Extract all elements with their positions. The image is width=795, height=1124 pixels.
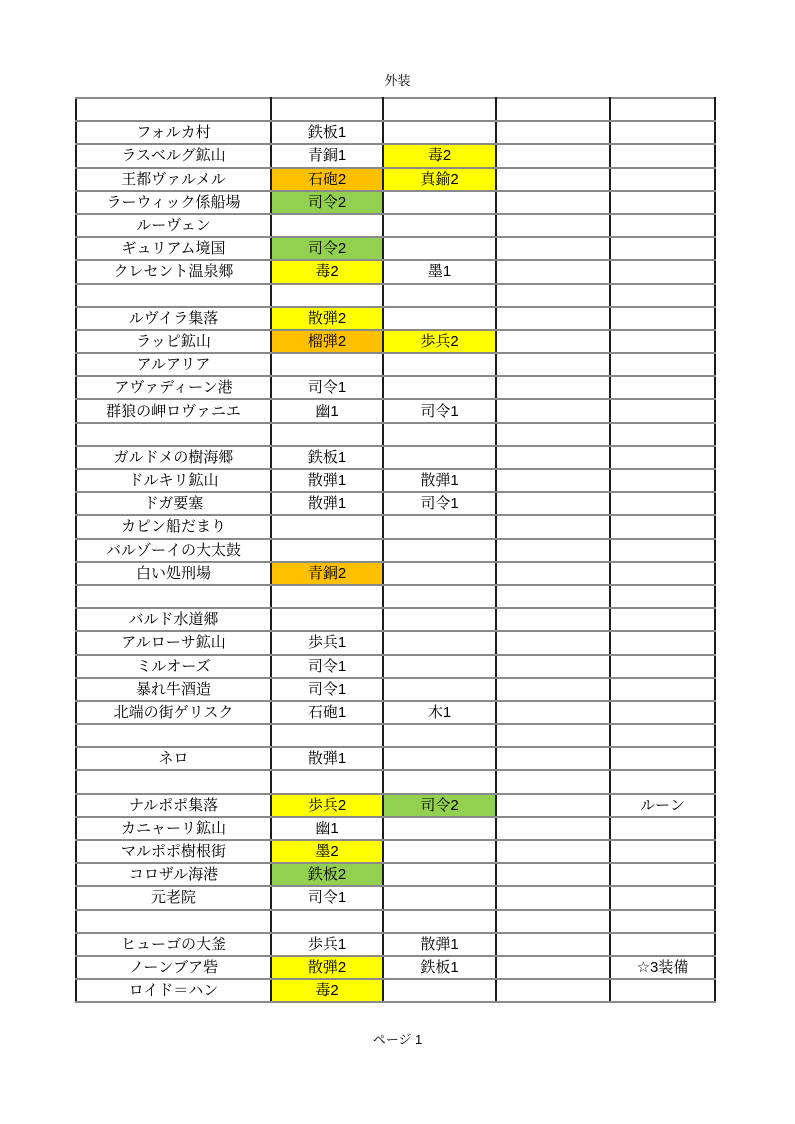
table-cell	[610, 144, 715, 167]
table-row	[76, 747, 715, 770]
table-cell: 散弾1	[271, 747, 383, 770]
table-row	[76, 794, 715, 817]
table-cell: 歩兵2	[383, 330, 496, 353]
table-cell	[496, 979, 610, 1002]
table-cell: 幽1	[271, 399, 383, 422]
table-cell: 歩兵1	[271, 631, 383, 654]
table-cell: 北端の街ゲリスク	[76, 701, 271, 724]
table-row	[76, 446, 715, 469]
table-row	[76, 840, 715, 863]
table-row	[76, 191, 715, 214]
table-cell	[496, 376, 610, 399]
table-cell: 鉄板1	[271, 121, 383, 144]
table-cell: ルーン	[610, 794, 715, 817]
table-cell	[496, 817, 610, 840]
table-cell	[383, 562, 496, 585]
table-cell	[496, 399, 610, 422]
table-cell	[610, 933, 715, 956]
table-cell: マルポポ樹根街	[76, 840, 271, 863]
table-cell	[76, 770, 271, 793]
table-cell: アルローサ鉱山	[76, 631, 271, 654]
table-cell: 散弾2	[271, 307, 383, 330]
table-cell	[496, 330, 610, 353]
table-cell: 散弾1	[271, 492, 383, 515]
table-cell	[383, 284, 496, 307]
table-cell	[271, 284, 383, 307]
table-cell: ロイド＝ハン	[76, 979, 271, 1002]
table-row	[76, 469, 715, 492]
table-row	[76, 701, 715, 724]
table-row	[76, 863, 715, 886]
table-cell	[496, 863, 610, 886]
table-cell: 王都ヴァルメル	[76, 168, 271, 191]
table-cell	[383, 886, 496, 909]
table-cell: ☆3装備	[610, 956, 715, 979]
table-cell	[610, 701, 715, 724]
table-cell	[76, 98, 271, 121]
table-cell	[383, 237, 496, 260]
table-cell	[271, 98, 383, 121]
table-row	[76, 353, 715, 376]
table-cell	[496, 307, 610, 330]
table-cell	[496, 886, 610, 909]
table-cell	[610, 910, 715, 933]
table-cell: 真鍮2	[383, 168, 496, 191]
table-row	[76, 678, 715, 701]
table-cell	[383, 446, 496, 469]
table-cell	[610, 446, 715, 469]
table-cell	[383, 121, 496, 144]
table-cell	[496, 747, 610, 770]
table-cell: 毒2	[383, 144, 496, 167]
table-cell: 墨1	[383, 260, 496, 283]
table-cell: ドルキリ鉱山	[76, 469, 271, 492]
table-cell	[271, 353, 383, 376]
table-cell	[496, 770, 610, 793]
table-cell: 暴れ牛酒造	[76, 678, 271, 701]
table-cell	[496, 910, 610, 933]
page-footer: ページ 1	[372, 1032, 423, 1047]
table-cell	[496, 515, 610, 538]
table-cell	[610, 492, 715, 515]
table-cell	[496, 446, 610, 469]
table-cell: ミルオーズ	[76, 655, 271, 678]
table-cell	[383, 608, 496, 631]
table-cell	[496, 655, 610, 678]
table-cell	[383, 724, 496, 747]
table-cell	[610, 399, 715, 422]
table-row	[76, 260, 715, 283]
table-row	[76, 307, 715, 330]
table-cell	[610, 539, 715, 562]
table-row	[76, 330, 715, 353]
table-cell	[610, 817, 715, 840]
table-cell	[271, 585, 383, 608]
table-cell: 白い処刑場	[76, 562, 271, 585]
table-cell	[383, 840, 496, 863]
table-row	[76, 817, 715, 840]
table-cell	[610, 423, 715, 446]
table-cell: 元老院	[76, 886, 271, 909]
table-cell	[76, 284, 271, 307]
table-cell	[610, 214, 715, 237]
table-cell	[610, 330, 715, 353]
table-cell: ラッピ鉱山	[76, 330, 271, 353]
table-cell	[496, 933, 610, 956]
table-cell	[496, 121, 610, 144]
table-cell: 司令1	[383, 399, 496, 422]
table-cell: ネロ	[76, 747, 271, 770]
table-cell: 司令1	[271, 678, 383, 701]
table-cell: ルーヴェン	[76, 214, 271, 237]
table-cell	[496, 492, 610, 515]
table-cell: クレセント温泉郷	[76, 260, 271, 283]
table-row	[76, 608, 715, 631]
table-row	[76, 655, 715, 678]
table-cell	[496, 539, 610, 562]
table-cell: ドガ要塞	[76, 492, 271, 515]
table-cell: ギュリアム境国	[76, 237, 271, 260]
table-cell	[383, 770, 496, 793]
table-row	[76, 284, 715, 307]
table-row	[76, 423, 715, 446]
table-cell	[271, 910, 383, 933]
table-cell: 歩兵1	[271, 933, 383, 956]
table-cell: 鉄板1	[271, 446, 383, 469]
table-cell	[383, 678, 496, 701]
table-cell	[496, 214, 610, 237]
table-cell	[383, 631, 496, 654]
table-cell	[610, 678, 715, 701]
sheet-table	[75, 97, 716, 1003]
table-cell: カピン船だまり	[76, 515, 271, 538]
table-cell	[496, 260, 610, 283]
table-cell: ルヴイラ集落	[76, 307, 271, 330]
table-cell	[496, 353, 610, 376]
table-cell	[610, 562, 715, 585]
table-cell	[610, 353, 715, 376]
table-cell: バルゾーイの大太鼓	[76, 539, 271, 562]
table-cell	[610, 886, 715, 909]
table-row	[76, 631, 715, 654]
table-cell: 青銅1	[271, 144, 383, 167]
table-row	[76, 214, 715, 237]
table-row	[76, 933, 715, 956]
table-cell	[496, 608, 610, 631]
table-cell	[383, 979, 496, 1002]
table-cell: ガルドメの樹海郷	[76, 446, 271, 469]
table-cell	[496, 98, 610, 121]
table-cell	[383, 910, 496, 933]
table-cell	[383, 307, 496, 330]
table-row	[76, 121, 715, 144]
table-row	[76, 979, 715, 1002]
table-cell	[496, 794, 610, 817]
table-cell	[76, 585, 271, 608]
table-cell: ラスベルグ鉱山	[76, 144, 271, 167]
table-cell	[383, 747, 496, 770]
table-cell	[383, 863, 496, 886]
table-cell	[383, 214, 496, 237]
table-cell	[610, 168, 715, 191]
table-cell: 司令1	[271, 655, 383, 678]
table-row	[76, 399, 715, 422]
table-cell	[610, 863, 715, 886]
table-cell: 散弾1	[383, 469, 496, 492]
table-cell: ヒューゴの大釜	[76, 933, 271, 956]
table-cell	[496, 423, 610, 446]
table-cell: 司令2	[383, 794, 496, 817]
table-cell: カニャーリ鉱山	[76, 817, 271, 840]
table-cell	[271, 539, 383, 562]
table-cell	[496, 678, 610, 701]
table-cell: 石砲1	[271, 701, 383, 724]
table-cell	[610, 98, 715, 121]
table-cell: 散弾1	[383, 933, 496, 956]
table-cell	[383, 423, 496, 446]
table-cell	[383, 98, 496, 121]
table-cell	[610, 307, 715, 330]
table-cell	[496, 585, 610, 608]
table-row	[76, 770, 715, 793]
table-cell: 毒2	[271, 979, 383, 1002]
table-cell	[383, 515, 496, 538]
table-row	[76, 376, 715, 399]
table-cell: 散弾1	[271, 469, 383, 492]
table-cell: バルド水道郷	[76, 608, 271, 631]
table-cell	[271, 423, 383, 446]
table-cell	[383, 585, 496, 608]
table-cell	[496, 562, 610, 585]
table-cell	[610, 237, 715, 260]
table-row	[76, 585, 715, 608]
table-cell	[271, 214, 383, 237]
table-cell: アルアリア	[76, 353, 271, 376]
table-cell	[496, 701, 610, 724]
table-cell	[271, 608, 383, 631]
table-cell: 青銅2	[271, 562, 383, 585]
table-cell	[383, 376, 496, 399]
table-row	[76, 956, 715, 979]
table-cell	[383, 191, 496, 214]
page-title: 外装	[384, 73, 411, 88]
table-cell	[610, 840, 715, 863]
table-row	[76, 144, 715, 167]
table-cell	[76, 724, 271, 747]
table-cell	[496, 168, 610, 191]
table-cell	[610, 979, 715, 1002]
table-cell: 毒2	[271, 260, 383, 283]
table-cell	[383, 353, 496, 376]
table-cell: 司令2	[271, 191, 383, 214]
table-cell: ラーウィック係船場	[76, 191, 271, 214]
table-cell: アヴァディーン港	[76, 376, 271, 399]
table-row	[76, 515, 715, 538]
table-cell: 石砲2	[271, 168, 383, 191]
table-cell	[496, 631, 610, 654]
sheet-table-body	[76, 98, 715, 1002]
table-cell	[271, 515, 383, 538]
table-cell	[496, 191, 610, 214]
table-cell	[610, 191, 715, 214]
table-cell: 木1	[383, 701, 496, 724]
table-cell	[496, 724, 610, 747]
table-row	[76, 168, 715, 191]
table-cell: コロザル海港	[76, 863, 271, 886]
table-cell	[610, 747, 715, 770]
table-cell	[271, 770, 383, 793]
table-cell	[383, 817, 496, 840]
table-cell	[383, 655, 496, 678]
table-row	[76, 237, 715, 260]
table-cell: 司令2	[271, 237, 383, 260]
table-cell: 歩兵2	[271, 794, 383, 817]
table-cell	[271, 724, 383, 747]
table-cell: 榴弾2	[271, 330, 383, 353]
table-cell: 鉄板1	[383, 956, 496, 979]
table-cell: 群狼の岬ロヴァニエ	[76, 399, 271, 422]
table-cell	[496, 956, 610, 979]
table-cell	[610, 260, 715, 283]
table-cell	[610, 469, 715, 492]
table-cell	[610, 284, 715, 307]
table-cell	[610, 515, 715, 538]
table-row	[76, 562, 715, 585]
table-cell	[496, 144, 610, 167]
table-cell	[496, 284, 610, 307]
table-cell	[496, 840, 610, 863]
table-cell: 鉄板2	[271, 863, 383, 886]
table-cell: 司令1	[271, 886, 383, 909]
table-row	[76, 98, 715, 121]
table-cell	[610, 121, 715, 144]
table-cell	[610, 724, 715, 747]
table-cell	[610, 376, 715, 399]
table-cell	[610, 585, 715, 608]
table-cell	[610, 655, 715, 678]
table-cell: フォルカ村	[76, 121, 271, 144]
table-cell	[496, 237, 610, 260]
table-row	[76, 886, 715, 909]
table-row	[76, 910, 715, 933]
table-cell	[496, 469, 610, 492]
table-cell: ノーンブア砦	[76, 956, 271, 979]
table-cell	[383, 539, 496, 562]
table-cell: 墨2	[271, 840, 383, 863]
table-cell: ナルポポ集落	[76, 794, 271, 817]
table-cell	[610, 608, 715, 631]
table-cell: 散弾2	[271, 956, 383, 979]
table-row	[76, 724, 715, 747]
table-row	[76, 492, 715, 515]
table-cell	[610, 770, 715, 793]
table-cell: 幽1	[271, 817, 383, 840]
table-cell	[610, 631, 715, 654]
table-row	[76, 539, 715, 562]
table-cell	[76, 910, 271, 933]
table-cell: 司令1	[383, 492, 496, 515]
table-cell: 司令1	[271, 376, 383, 399]
table-cell	[76, 423, 271, 446]
